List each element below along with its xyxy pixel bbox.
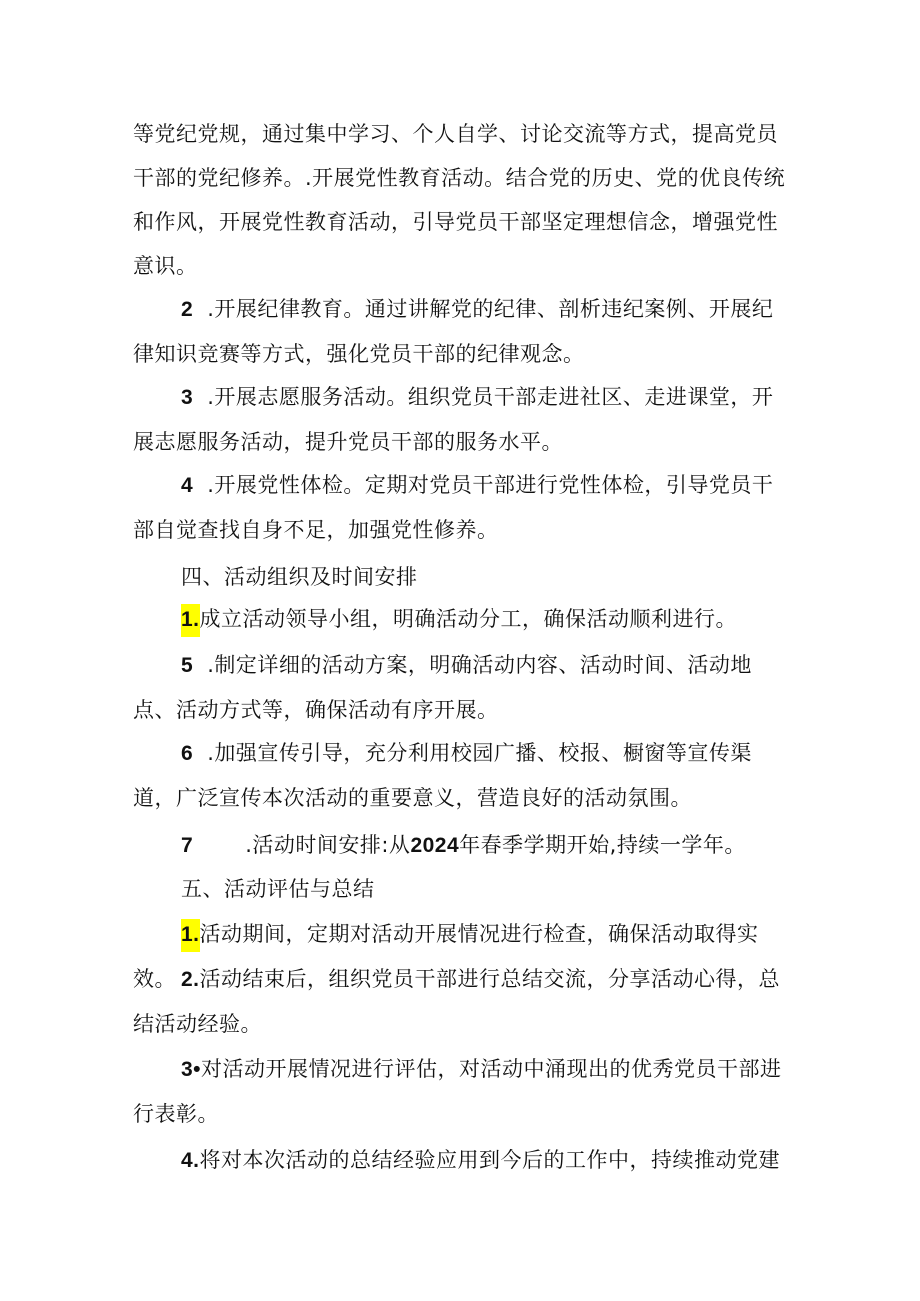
item-number: 7	[181, 834, 194, 857]
list-item-party-checkup	[133, 463, 793, 552]
list-item-volunteer-service	[133, 375, 793, 464]
list-item-apply-experience	[133, 1138, 793, 1183]
item-text-a: .活动时间安排:从	[245, 833, 411, 857]
item-text: 对活动开展情况进行评估，对活动中涌现出的优秀党员干部进行表彰。	[133, 1057, 782, 1126]
item-number: 6	[181, 742, 194, 765]
schedule-year: 2024	[410, 834, 460, 857]
item-text: .开展党性体检。定期对党员干部进行党性体检，引导党员干部自觉查找自身不足，加强党性修养。	[133, 473, 774, 542]
item-number: 3	[181, 386, 194, 409]
list-item-summary-exchange	[133, 957, 793, 1046]
list-item-leading-group	[133, 597, 793, 642]
item-text: .开展志愿服务活动。组织党员干部走进社区、走进课堂，开展志愿服务活动，提升党员干部的服务水平。	[133, 385, 774, 454]
item-number: 4.	[181, 1149, 200, 1172]
item-text: 活动期间，定期对活动开展情况进行检查，确保活动取得实效。	[133, 922, 759, 991]
item-number: 5	[181, 654, 194, 677]
section-heading-evaluation: 五、活动评估与总结	[181, 877, 375, 901]
item-text: 活动结束后，组织党员干部进行总结交流，分享活动心得，总结活动经验。	[133, 967, 781, 1036]
list-item-assessment	[133, 1047, 793, 1136]
item-number: 4	[181, 474, 194, 497]
list-item-activity-plan	[133, 643, 793, 732]
item-number: 2	[181, 298, 194, 321]
item-number: 2.	[181, 968, 200, 991]
item-text: .加强宣传引导，充分利用校园广播、校报、橱窗等宣传渠道，广泛宣传本次活动的重要意义，营造良好的活动氛围。	[133, 741, 752, 810]
list-item-schedule	[133, 823, 793, 868]
item-text-b: 年春季学期开始,持续一学年。	[459, 833, 746, 857]
paragraph-text: 等党纪党规，通过集中学习、个人自学、讨论交流等方式，提高党员干部的党纪修养。.开展党性教育活动。结合党的历史、党的优良传统和作风，开展党性教育活动，引导党员干部坚定理想信念，增强党性意识。	[133, 122, 786, 278]
item-text: .开展纪律教育。通过讲解党的纪律、剖析违纪案例、开展纪律知识竞赛等方式，强化党员干部的纪律观念。	[133, 297, 774, 366]
item-text: 将对本次活动的总结经验应用到今后的工作中，持续推动党建	[199, 1148, 781, 1172]
list-item-discipline-education	[133, 287, 793, 376]
item-text: .制定详细的活动方案，明确活动内容、活动时间、活动地点、活动方式等，确保活动有序开展。	[133, 653, 752, 722]
paragraph-continuation	[133, 112, 793, 288]
item-number: 3•	[181, 1058, 202, 1081]
section-heading-organization: 四、活动组织及时间安排	[181, 565, 418, 589]
list-item-publicity	[133, 731, 793, 820]
item-number-highlighted: 1.	[181, 604, 200, 637]
item-number-highlighted: 1.	[181, 919, 200, 952]
item-text: 成立活动领导小组，明确活动分工，确保活动顺利进行。	[199, 607, 738, 631]
